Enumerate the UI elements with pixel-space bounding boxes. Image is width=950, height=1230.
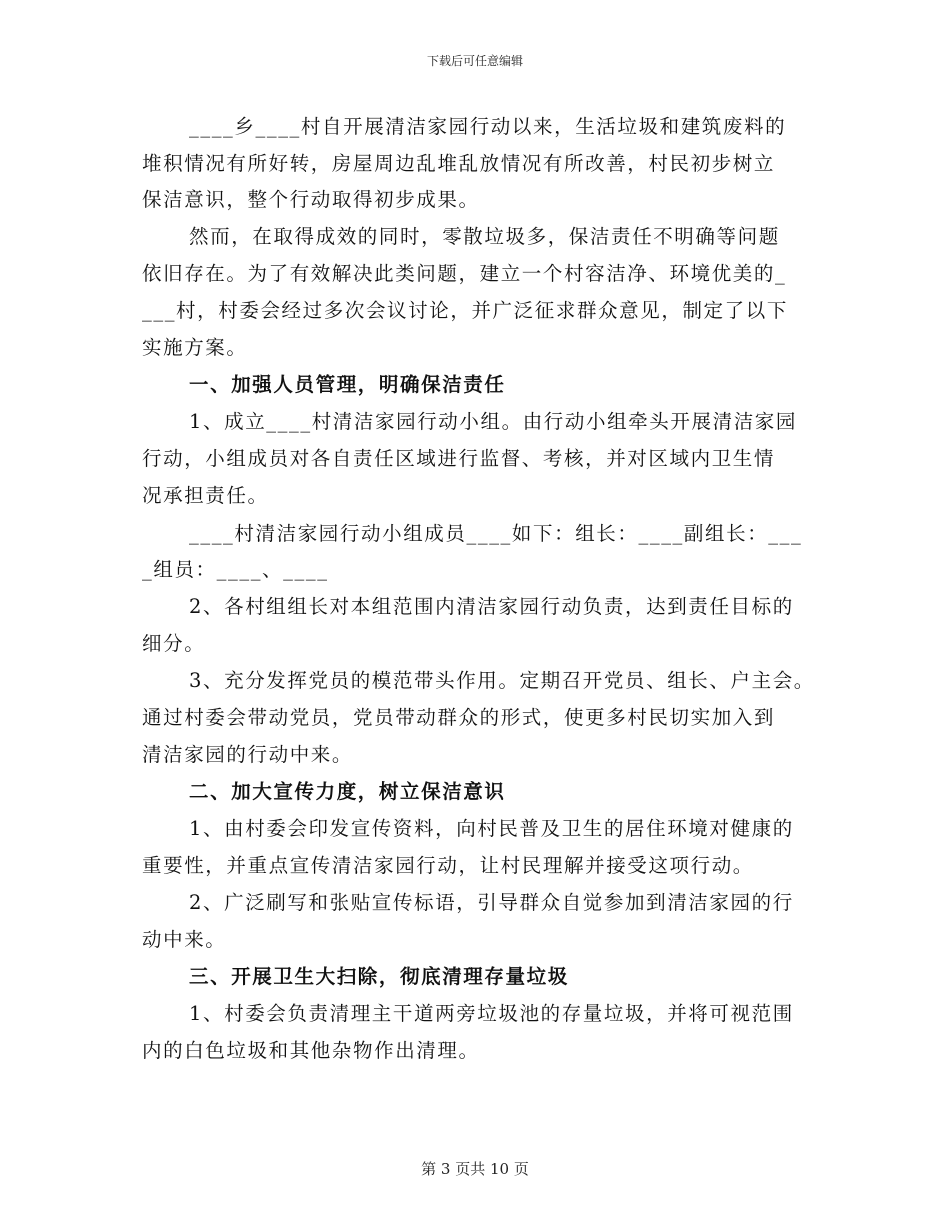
text-line: 内的白色垃圾和其他杂物作出清理。 [142, 1039, 480, 1062]
text-line: 堆积情况有所好转，房屋周边乱堆乱放情况有所改善，村民初步树立 [142, 152, 776, 175]
text-line: 保洁意识，整个行动取得初步成果。 [142, 188, 480, 211]
text-line: 然而，在取得成效的同时，零散垃圾多，保洁责任不明确等问题 [189, 225, 780, 248]
text-line: 3、充分发挥党员的模范带头作用。定期召开党员、组长、户主会。 [189, 669, 815, 692]
text-line: ____乡____村自开展清洁家园行动以来，生活垃圾和建筑废料的 [189, 115, 787, 138]
page-footer: 第 3 页共 10 页 [421, 1160, 529, 1178]
text-line: 依旧存在。为了有效解决此类问题，建立一个村容洁净、环境优美的_ [142, 262, 787, 285]
section-heading: 一、加强人员管理，明确保洁责任 [189, 373, 506, 396]
text-line: _组员：____、____ [142, 558, 329, 581]
text-line: 2、各村组组长对本组范围内清洁家园行动负责，达到责任目标的 [189, 595, 794, 618]
text-line: 清洁家园的行动中来。 [142, 743, 354, 766]
text-line: 1、村委会负责清理主干道两旁垃圾池的存量垃圾，并将可视范围 [189, 1002, 794, 1025]
text-line: 细分。 [142, 632, 206, 655]
text-line: 1、由村委会印发宣传资料，向村民普及卫生的居住环境对健康的 [189, 817, 794, 840]
page-header: 下载后可任意编辑 [426, 54, 523, 68]
text-line: 2、广泛刷写和张贴宣传标语，引导群众自觉参加到清洁家园的行 [189, 891, 794, 914]
text-line: ____村清洁家园行动小组成员____如下：组长：____副组长：___ [189, 522, 803, 545]
text-line: 动中来。 [142, 928, 227, 951]
text-line: ___村，村委会经过多次会议讨论，并广泛征求群众意见，制定了以下 [142, 299, 788, 322]
text-line: 1、成立____村清洁家园行动小组。由行动小组牵头开展清洁家园 [189, 410, 798, 433]
section-heading: 二、加大宣传力度，树立保洁意识 [189, 780, 506, 803]
section-heading: 三、开展卫生大扫除，彻底清理存量垃圾 [189, 965, 569, 988]
text-line: 通过村委会带动党员，党员带动群众的形式，使更多村民切实加入到 [142, 706, 776, 729]
text-line: 重要性，并重点宣传清洁家园行动，让村民理解并接受这项行动。 [142, 854, 754, 877]
text-line: 况承担责任。 [142, 484, 269, 507]
text-line: 实施方案。 [142, 336, 248, 359]
text-line: 行动，小组成员对各自责任区域进行监督、考核，并对区域内卫生情 [142, 447, 776, 470]
